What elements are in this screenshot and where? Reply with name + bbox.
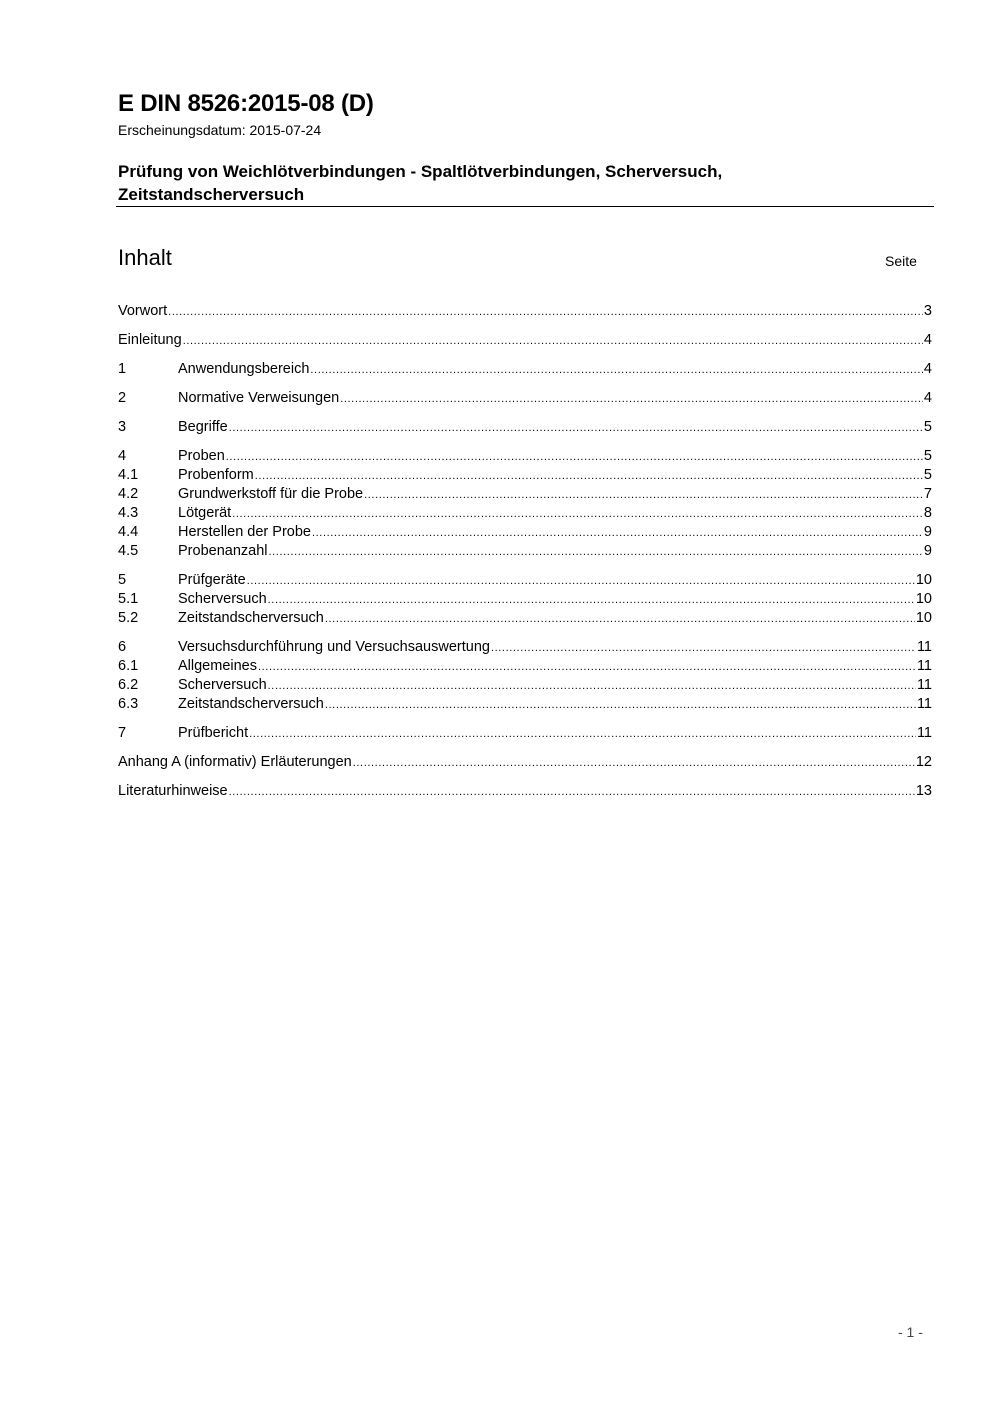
toc-entry-number: 4.5 [118, 543, 139, 559]
toc-leader [325, 610, 915, 629]
toc-entry-title: Grundwerkstoff für die Probe [178, 486, 364, 502]
toc-entry[interactable] [118, 782, 932, 801]
toc-leader [364, 486, 923, 505]
toc-entry-page: 12 [915, 754, 932, 770]
toc-entry-page: 7 [923, 486, 932, 502]
toc-entry-title: Zeitstandscherversuch [178, 610, 324, 626]
toc-leader [247, 572, 915, 591]
toc-entry-page: 4 [923, 361, 932, 377]
toc-entry-title: Einleitung [118, 332, 182, 348]
toc-entry-title: Versuchsdurchführung und Versuchsauswertung [178, 639, 490, 655]
toc-entry[interactable] [118, 753, 932, 772]
document-id: E DIN 8526:2015-08 (D) [118, 90, 374, 117]
toc-entry[interactable] [118, 724, 932, 743]
toc-leader [249, 725, 916, 744]
toc-entry-number: 4 [118, 448, 127, 464]
toc-entry-number: 3 [118, 419, 127, 435]
toc-entry[interactable] [118, 485, 932, 504]
toc-entry[interactable] [118, 695, 932, 714]
toc-entry-number: 5 [118, 572, 127, 588]
toc-leader [183, 332, 923, 351]
toc-entry-page: 5 [923, 467, 932, 483]
toc-entry[interactable] [118, 657, 932, 676]
toc-leader [325, 696, 916, 715]
toc-entry[interactable] [118, 447, 932, 466]
toc-entry-title: Prüfgeräte [178, 572, 246, 588]
toc-entry-title: Literaturhinweise [118, 783, 228, 799]
toc-entry[interactable] [118, 542, 932, 561]
toc-entry-page: 10 [915, 572, 932, 588]
toc-entry-number: 5.1 [118, 591, 139, 607]
toc-entry-title: Vorwort [118, 303, 168, 319]
toc-entry-number: 4.4 [118, 524, 139, 540]
toc-entry-title: Zeitstandscherversuch [178, 696, 324, 712]
toc-entry-title: Probenform [178, 467, 254, 483]
toc-entry-page: 10 [915, 591, 932, 607]
toc-leader [226, 448, 923, 467]
toc-entry-page: 4 [923, 332, 932, 348]
toc-entry-number: 4.2 [118, 486, 139, 502]
toc-entry-number: 6.1 [118, 658, 139, 674]
toc-heading: Inhalt [118, 245, 172, 270]
toc-entry[interactable] [118, 389, 932, 408]
toc-entry[interactable] [118, 676, 932, 695]
toc-entry-page: 5 [923, 419, 932, 435]
toc-entry-page: 9 [923, 524, 932, 540]
toc-leader [258, 658, 916, 677]
toc-entry[interactable] [118, 590, 932, 609]
toc-entry[interactable] [118, 302, 932, 321]
toc-entry-title: Begriffe [178, 419, 228, 435]
toc-entry[interactable] [118, 638, 932, 657]
toc-entry[interactable] [118, 360, 932, 379]
toc-leader [232, 505, 923, 524]
toc-entry-number: 6 [118, 639, 127, 655]
toc-leader [312, 524, 923, 543]
toc-entry[interactable] [118, 418, 932, 437]
toc-entry-number: 2 [118, 390, 127, 406]
toc-leader [255, 467, 923, 486]
toc-leader [310, 361, 923, 380]
toc-leader [491, 639, 916, 658]
toc-entry-page: 11 [916, 725, 932, 741]
toc-leader [269, 543, 923, 562]
publication-date: Erscheinungsdatum: 2015-07-24 [118, 122, 322, 138]
toc-page-label: Seite [885, 253, 917, 269]
toc-entry-page: 13 [915, 783, 932, 799]
toc-entry-page: 11 [916, 696, 932, 712]
toc-entry-title: Prüfbericht [178, 725, 249, 741]
toc-entry-page: 3 [923, 303, 932, 319]
toc-entry-title: Allgemeines [178, 658, 257, 674]
toc-entry-title: Scherversuch [178, 591, 267, 607]
toc-entry-page: 11 [916, 658, 932, 674]
toc-entry-page: 11 [916, 677, 932, 693]
toc-entry-page: 5 [923, 448, 932, 464]
toc-entry-title: Herstellen der Probe [178, 524, 311, 540]
toc-entry[interactable] [118, 571, 932, 590]
toc-entry-title: Proben [178, 448, 225, 464]
toc-leader [168, 303, 923, 322]
toc-entry-number: 5.2 [118, 610, 139, 626]
toc-entry-page: 11 [916, 639, 932, 655]
toc-entry-title: Anhang A (informativ) Erläuterungen [118, 754, 352, 770]
page-number: - 1 - [898, 1324, 923, 1340]
table-of-contents [118, 302, 932, 801]
toc-entry-page: 8 [923, 505, 932, 521]
toc-entry-title: Probenanzahl [178, 543, 268, 559]
toc-entry[interactable] [118, 523, 932, 542]
toc-leader [340, 390, 923, 409]
toc-leader [229, 419, 923, 438]
title-divider [116, 206, 934, 207]
toc-leader [268, 591, 915, 610]
toc-entry[interactable] [118, 466, 932, 485]
toc-entry-title: Anwendungsbereich [178, 361, 310, 377]
toc-entry-number: 7 [118, 725, 127, 741]
toc-leader [268, 677, 916, 696]
toc-entry-number: 6.2 [118, 677, 139, 693]
toc-entry-page: 9 [923, 543, 932, 559]
document-title: Prüfung von Weichlötverbindungen - Spaltlötverbindungen, Scherversuch, Zeitstandscherversuch [118, 162, 723, 204]
toc-entry-page: 10 [915, 610, 932, 626]
toc-entry-number: 4.1 [118, 467, 139, 483]
toc-entry-number: 4.3 [118, 505, 139, 521]
toc-entry-page: 4 [923, 390, 932, 406]
toc-leader [353, 754, 915, 773]
toc-entry-number: 6.3 [118, 696, 139, 712]
toc-entry[interactable] [118, 504, 932, 523]
toc-entry-number: 1 [118, 361, 127, 377]
toc-leader [229, 783, 915, 802]
toc-entry[interactable] [118, 609, 932, 628]
toc-entry-title: Scherversuch [178, 677, 267, 693]
toc-entry-title: Normative Verweisungen [178, 390, 340, 406]
toc-entry-title: Lötgerät [178, 505, 232, 521]
toc-entry[interactable] [118, 331, 932, 350]
